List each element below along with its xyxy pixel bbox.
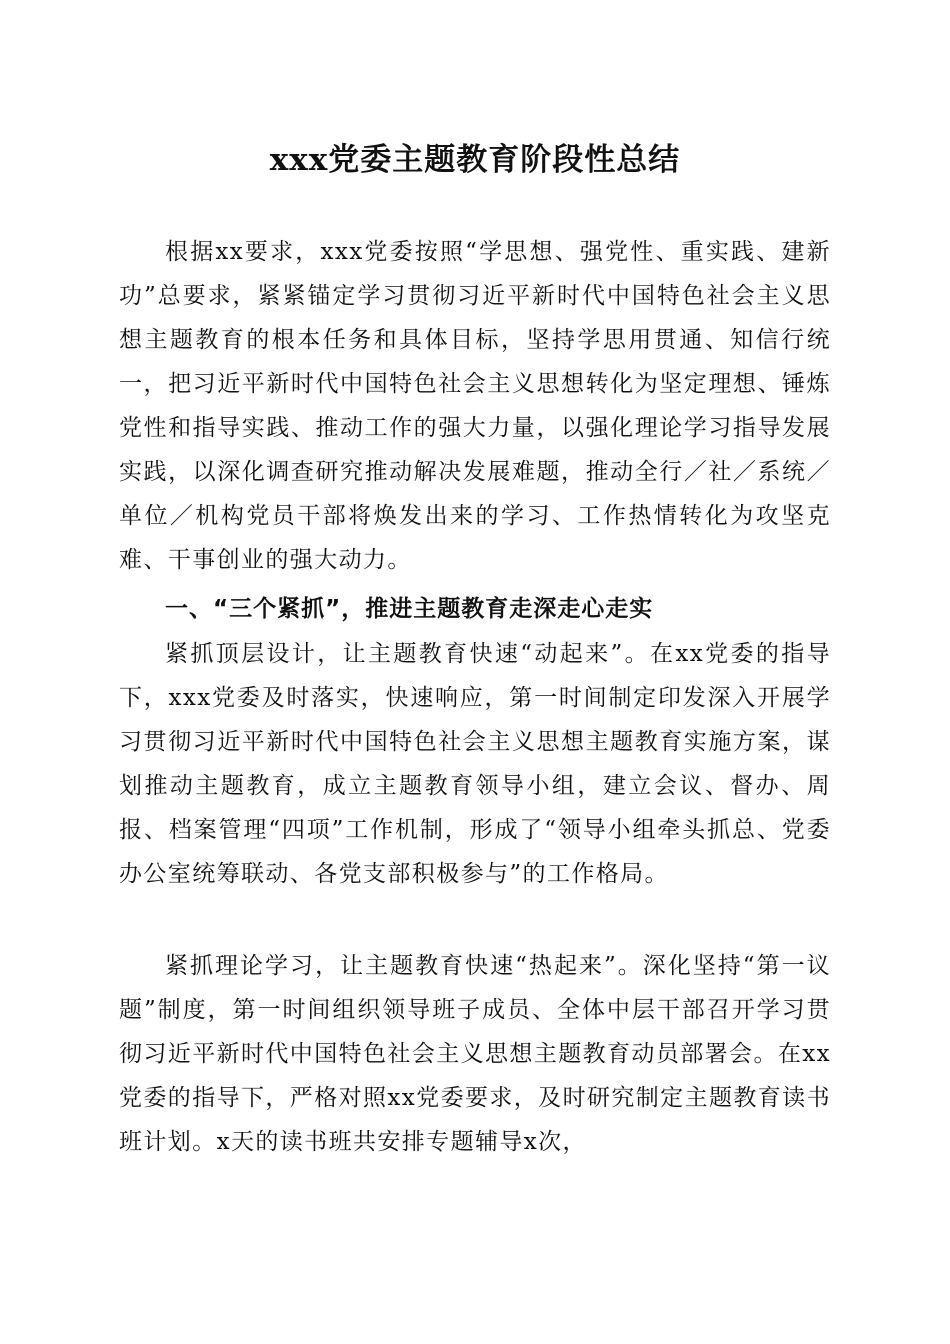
- document-title: xxx党委主题教育阶段性总结: [269, 142, 681, 178]
- paragraph-top-level-design: 紧抓顶层设计，让主题教育快速“动起来”。在xx党委的指导下，xxx党委及时落实，快速响应，第一时间制定印发深入开展学习贯彻习近平新时代中国特色社会主义思想主题教育实施方案，谋划推动主题教育，成立主题教育领导小组，建立会议、督办、周报、档案管理“四项”工作机制，形成了“领导小组牵头抓总、党委办公室统筹联动、各党支部积极参与”的工作格局。: [119, 641, 831, 887]
- paragraph-intro: 根据xx要求，xxx党委按照“学思想、强党性、重实践、建新功”总要求，紧紧锚定学习贯彻习近平新时代中国特色社会主义思想主题教育的根本任务和具体目标，坚持学思用贯通、知信行统一，把习近平新时代中国特色社会主义思想转化为坚定理想、锤炼党性和指导实践、推动工作的强大力量，以强化理论学习指导发展实践，以深化调查研究推动解决发展难题，推动全行／社／系统／单位／机构党员干部将焕发出来的学习、工作热情转化为攻坚克难、干事创业的强大动力。: [119, 239, 831, 573]
- section-heading-1: 一、“三个紧抓”，推进主题教育走深走心走实: [165, 596, 654, 622]
- paragraph-theory-study: 紧抓理论学习，让主题教育快速“热起来”。深化坚持“第一议题”制度，第一时间组织领导班子成员、全体中层干部召开学习贯彻习近平新时代中国特色社会主义思想主题教育动员部署会。在xx党委的指导下，严格对照xx党委要求，及时研究制定主题教育读书班计划。x天的读书班共安排专题辅导x次，: [119, 953, 831, 1155]
